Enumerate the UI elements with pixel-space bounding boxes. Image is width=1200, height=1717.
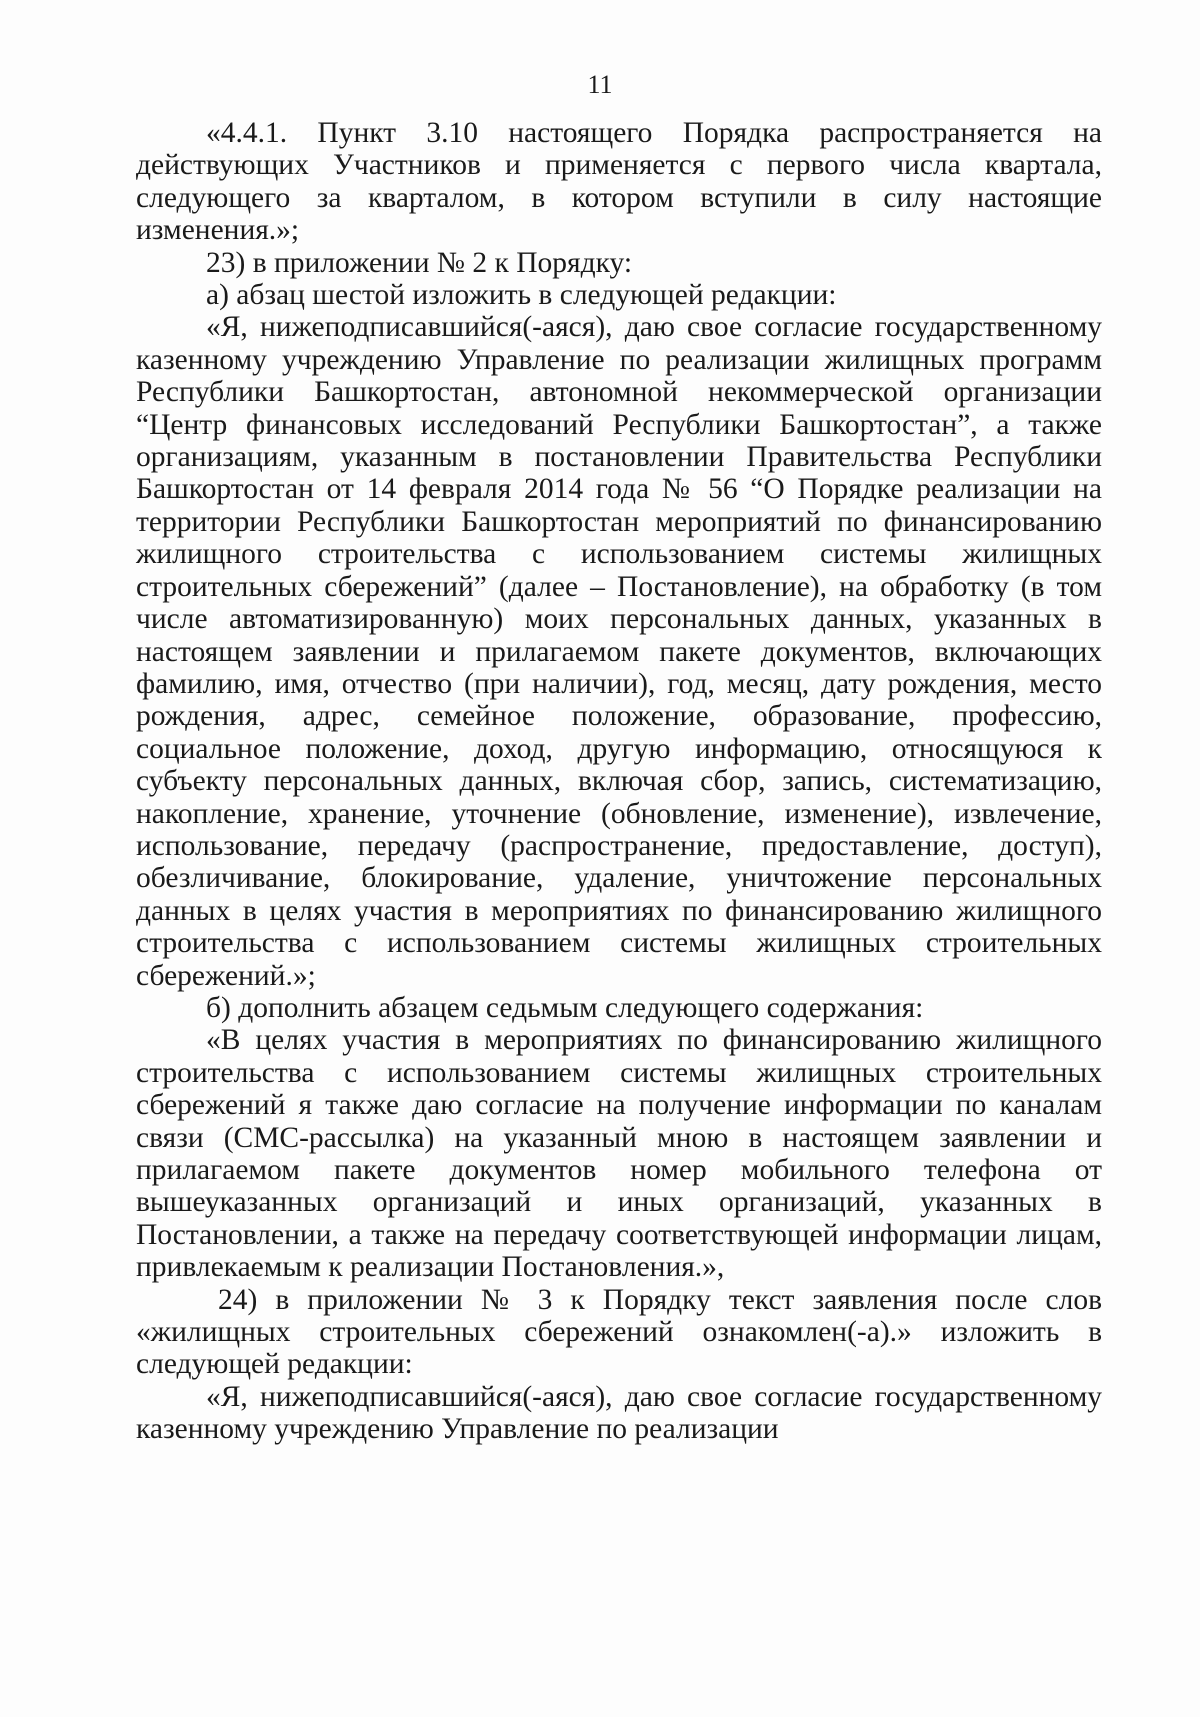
- paragraph-item-23: 23) в приложении № 2 к Порядку:: [206, 246, 633, 279]
- paragraph-sms-consent-text: «В целях участия в мероприятиях по финансированию жилищного строительства с использованием системы жилищных строительных сбережений я также даю согласие на получение информации по каналам связи (СМС-рассылка) на указанный мною в настоящем заявлении и прилагаемом пакете документов номер мобильного телефона от вышеуказанных организаций и иных организаций, указанных в Постановлении, а также на передачу соответствующей информации лицам, привлекаемым к реализации Постановления.»,: [136, 1024, 1102, 1284]
- paragraph-item-24: 24) в приложении № 3 к Порядку текст заявления после слов «жилищных строительных сбережений ознакомлен(-а).» изложить в следующей редакции:: [136, 1283, 1102, 1381]
- paragraph-4-4-1: «4.4.1. Пункт 3.10 настоящего Порядка распространяется на действующих Участников и применяется с первого числа квартала, следующего за кварталом, в котором вступили в силу настоящие изменения.»;: [136, 117, 1102, 247]
- page-number: 11: [587, 70, 613, 99]
- paragraph-consent-text-continued: «Я, нижеподписавшийся(-аяся), даю свое согласие государственному казенному учреждению Управление по реализации: [136, 1380, 1102, 1446]
- paragraph-item-23b: б) дополнить абзацем седьмым следующего содержания:: [206, 991, 924, 1024]
- paragraph-item-23a: а) абзац шестой изложить в следующей редакции:: [206, 279, 837, 312]
- paragraph-consent-text: «Я, нижеподписавшийся(-аяся), даю свое согласие государственному казенному учреждению Управление по реализации жилищных программ Республики Башкортостан, автономной некоммерческой организации “Центр финансовых исследований Республики Башкортостан”, а также организациям, указанным в постановлении Правительства Республики Башкортостан от 14 февраля 2014 года № 56 “О Порядке реализации на территории Республики Башкортостан мероприятий по финансированию жилищного строительства с использованием системы жилищных строительных сбережений” (далее – Постановление), на обработку (в том числе автоматизированную) моих персональных данных, указанных в настоящем заявлении и прилагаемом пакете документов, включающих фамилию, имя, отчество (при наличии), год, месяц, дату рождения, место рождения, адрес, семейное положение, образование, профессию, социальное положение, доход, другую информацию, относящуюся к субъекту персональных данных, включая сбор, запись, систематизацию, накопление, хранение, уточнение (обновление, изменение), извлечение, использование, передачу (распространение, предоставление, доступ), обезличивание, блокирование, удаление, уничтожение персональных данных в целях участия в мероприятиях по финансированию жилищного строительства с использованием системы жилищных строительных сбережений.»;: [136, 311, 1102, 992]
- document-body: [136, 117, 1102, 1446]
